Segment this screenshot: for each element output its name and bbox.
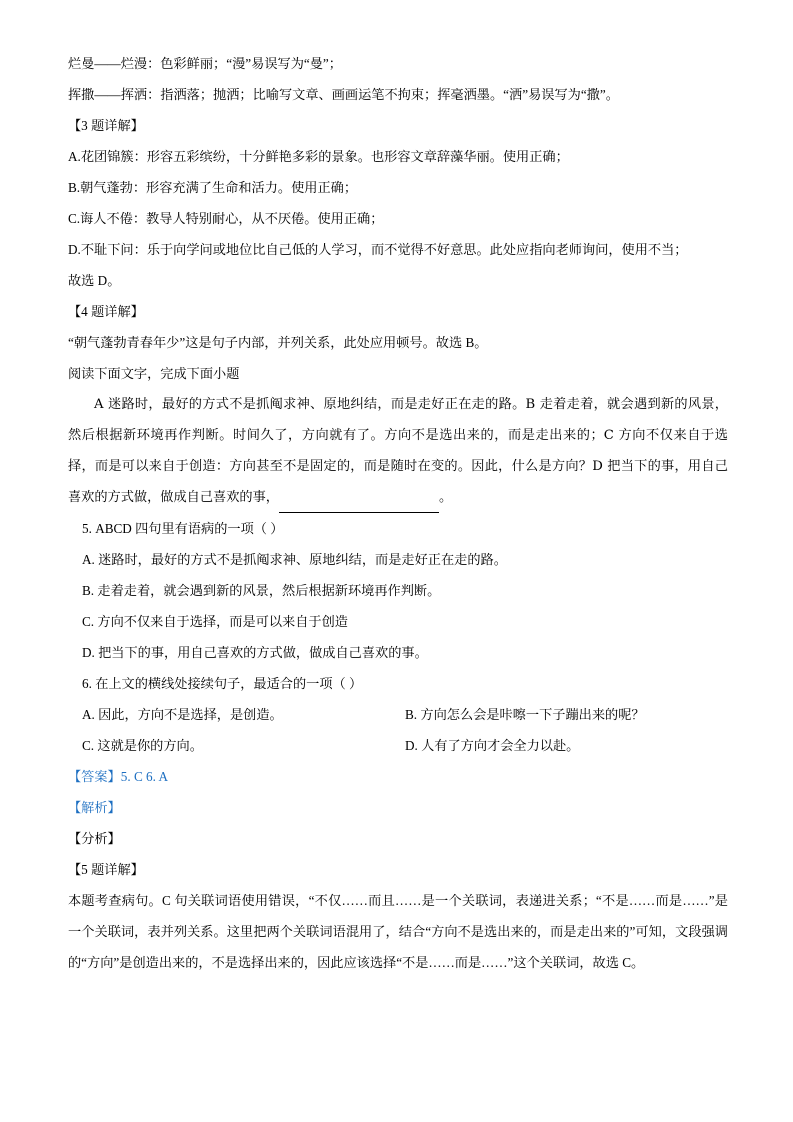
fenxi-label: 【分析】 [68, 831, 121, 846]
question-6-text: 在上文的横线处接续句子，最适合的一项（ ） [95, 676, 363, 691]
question-5-option-a: A. 迷路时，最好的方式不是抓阄求神、原地纠结，而是走好正在走的路。 [82, 552, 507, 567]
analysis5-heading: 【5 题详解】 [68, 862, 144, 877]
document-body [68, 48, 728, 978]
question-6-options-row-1 [68, 699, 728, 730]
question-5-option-b: B. 走着走着，就会遇到新的风景，然后根据新环境再作判断。 [82, 583, 441, 598]
question-6-stem [68, 668, 728, 699]
question-5-number: 5. [82, 521, 92, 536]
analysis3-heading: 【3 题详解】 [68, 118, 144, 133]
passage-period: 。 [439, 490, 453, 505]
question-5-stem [68, 513, 728, 544]
question-5-option-d: D. 把当下的事，用自己喜欢的方式做，做成自己喜欢的事。 [82, 645, 428, 660]
analysis3-item-c: C.诲人不倦：教导人特别耐心，从不厌倦。使用正确； [68, 211, 384, 226]
answer-label: 【答案】 [68, 769, 121, 784]
explanation-label: 【解析】 [68, 800, 121, 815]
answer-block [68, 761, 728, 792]
analysis3-item-b: B.朝气蓬勃：形容充满了生命和活力。使用正确； [68, 180, 358, 195]
reading-passage [68, 389, 728, 513]
analysis4-heading: 【4 题详解】 [68, 304, 144, 319]
question-6-option-b: B. 方向怎么会是咔嚓一下子蹦出来的呢？ [405, 707, 645, 722]
question-5-text: ABCD 四句里有语病的一项（ ） [95, 521, 284, 536]
analysis3-conclusion: 故选 D。 [68, 273, 121, 288]
question-6-option-c: C. 这就是你的方向。 [82, 738, 203, 753]
answer-value: 5. C 6. A [120, 769, 169, 784]
analysis3-item-d: D.不耻下问：乐于向学问或地位比自己低的人学习，而不觉得不好意思。此处应指向老师询问，使用不当； [68, 242, 688, 257]
analysis5-text: 本题考查病句。C 句关联词语使用错误，“不仅……而且……是一个关联词，表递进关系；“不是……而是……”是一个关联词，表并列关系。这里把两个关联词语混用了，结合“方向不是选出来的，而是走出来的”可知，文段强调的“方向”是创造出来的，不是选择出来的，因此应该选择“不是……而是……”这个关联词，故选 C。 [68, 893, 728, 970]
fill-in-blank [279, 497, 439, 513]
reading-instruction: 阅读下面文字，完成下面小题 [68, 366, 240, 381]
question-6-option-d: D. 人有了方向才会全力以赴。 [405, 738, 580, 753]
analysis3-item-a: A.花团锦簇：形容五彩缤纷，十分鲜艳多彩的景象。也形容文章辞藻华丽。使用正确； [68, 149, 569, 164]
line-lanman: 烂曼——烂漫：色彩鲜丽；“漫”易误写为“曼”； [68, 56, 342, 71]
passage-text: A 迷路时，最好的方式不是抓阄求神、原地纠结，而是走好正在走的路。B 走着走着，就会遇到新的风景，然后根据新环境再作判断。时间久了，方向就有了。方向不是选出来的，而是走出来的；C 方向不仅来自于选择，而是可以来自于创造：方向甚至不是固定的，而是随时在变的。因此，什么是方向？D 把当下的事，用自己喜欢的方式做，做成自己喜欢的事， [68, 397, 728, 505]
question-6-options-row-2 [68, 730, 728, 761]
line-huisa: 挥撒——挥洒：指洒落；抛洒；比喻写文章、画画运笔不拘束；挥毫洒墨。“洒”易误写为“撒”。 [68, 87, 619, 102]
question-6-number: 6. [82, 676, 92, 691]
analysis4-text: “朝气蓬勃青春年少”这是句子内部，并列关系，此处应用顿号。故选 B。 [68, 335, 488, 350]
question-5-option-c: C. 方向不仅来自于选择，而是可以来自于创造 [82, 614, 348, 629]
question-6-option-a: A. 因此，方向不是选择，是创造。 [82, 707, 283, 722]
